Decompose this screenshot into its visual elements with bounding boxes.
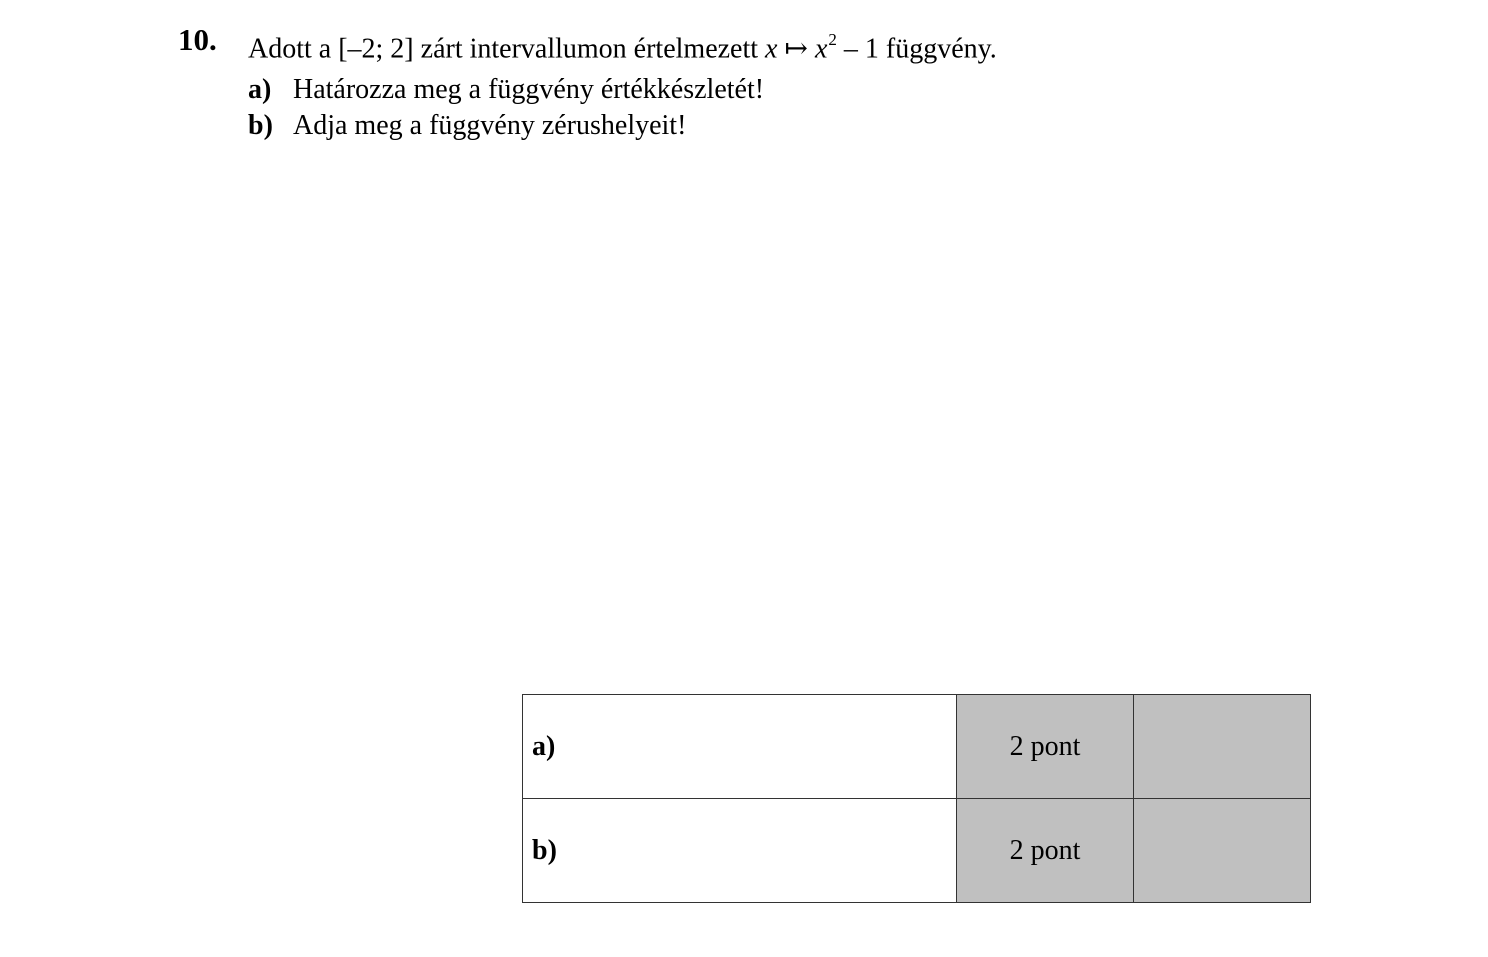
exponent: 2: [828, 30, 837, 49]
subquestion-list: [248, 72, 764, 144]
score-row-a: [523, 695, 1311, 799]
problem-number: 10.: [178, 22, 217, 57]
problem-statement: [248, 22, 997, 69]
max-points-cell: 2 pont: [957, 799, 1134, 903]
variable-x-squared-base: x: [814, 33, 828, 65]
earned-points-cell: [1134, 799, 1311, 903]
subquestion-label: b): [248, 110, 273, 141]
statement-suffix: – 1 függvény.: [836, 33, 997, 65]
max-points-cell: 2 pont: [957, 695, 1134, 799]
score-row-b: [523, 799, 1311, 903]
score-row-label: b): [523, 799, 957, 903]
variable-x: x: [765, 33, 778, 65]
subquestion-b: [248, 108, 764, 144]
subquestion-text: Határozza meg a függvény értékkészletét!: [293, 74, 765, 105]
score-row-label: a): [523, 695, 957, 799]
subquestion-text: Adja meg a függvény zérushelyeit!: [293, 110, 687, 141]
score-table: [522, 694, 1311, 903]
mapsto-symbol: ↦: [777, 33, 815, 65]
subquestion-label: a): [248, 74, 272, 105]
statement-prefix: Adott a [–2; 2] zárt intervallumon értelmezett: [248, 33, 766, 65]
subquestion-a: [248, 72, 764, 108]
earned-points-cell: [1134, 695, 1311, 799]
